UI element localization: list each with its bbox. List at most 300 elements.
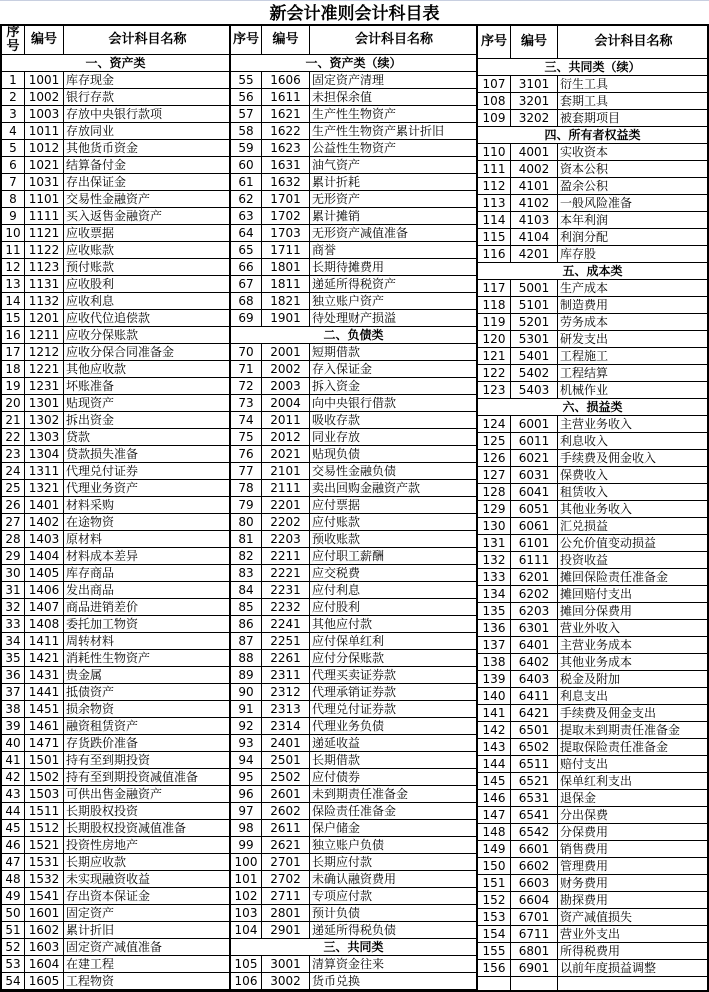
name-cell: 应付职工薪酬 — [312, 549, 385, 563]
name-cell: 一般风险准备 — [560, 196, 633, 210]
seq-cell: 39 — [2, 718, 25, 734]
code-cell: 2314 — [262, 718, 310, 734]
table-row — [231, 140, 476, 157]
seq-cell: 91 — [231, 701, 262, 717]
code-cell: 3201 — [511, 93, 558, 109]
table-row — [2, 514, 229, 531]
table-row — [2, 548, 229, 565]
seq-cell: 105 — [231, 956, 262, 972]
seq-cell: 147 — [478, 807, 511, 823]
seq-cell: 72 — [231, 378, 262, 394]
table-row — [478, 739, 707, 756]
name-cell: 劳务成本 — [560, 315, 609, 329]
table-row — [2, 837, 229, 854]
seq-cell: 141 — [478, 705, 511, 721]
table-row — [478, 841, 707, 858]
seq-cell: 85 — [231, 599, 262, 615]
name-cell: 主营业务成本 — [560, 638, 633, 652]
code-cell: 1406 — [25, 582, 64, 598]
header-row — [231, 26, 476, 55]
name-cell: 分出保费 — [560, 808, 609, 822]
seq-cell: 92 — [231, 718, 262, 734]
seq-cell: 57 — [231, 106, 262, 122]
table-row — [231, 208, 476, 225]
name-cell: 待处理财产损溢 — [312, 311, 397, 325]
table-row — [478, 586, 707, 603]
code-cell: 1404 — [25, 548, 64, 564]
column-group-2 — [231, 26, 478, 990]
code-cell: 1521 — [25, 837, 64, 853]
table-row — [231, 191, 476, 208]
code-cell: 2501 — [262, 752, 310, 768]
seq-cell: 62 — [231, 191, 262, 207]
code-cell: 2311 — [262, 667, 310, 683]
table-row — [2, 582, 229, 599]
empty-cell — [478, 977, 511, 990]
code-cell: 5001 — [511, 280, 558, 296]
table-row — [231, 701, 476, 718]
seq-cell: 81 — [231, 531, 262, 547]
code-cell: 1541 — [25, 888, 64, 904]
table-row — [231, 412, 476, 429]
seq-cell: 155 — [478, 943, 511, 959]
table-row — [231, 89, 476, 106]
name-cell: 存出资本保证金 — [66, 889, 151, 903]
table-row — [2, 786, 229, 803]
name-cell: 贴现负债 — [312, 447, 361, 461]
name-cell: 其他应收款 — [66, 362, 127, 376]
empty-row — [478, 977, 707, 990]
code-cell: 1131 — [25, 276, 64, 292]
table-row — [2, 174, 229, 191]
name-cell: 保险责任准备金 — [312, 804, 397, 818]
table-row — [2, 259, 229, 276]
seq-cell: 6 — [2, 157, 25, 173]
table-row — [2, 633, 229, 650]
seq-cell: 25 — [2, 480, 25, 496]
code-cell: 1121 — [25, 225, 64, 241]
code-cell: 2011 — [262, 412, 310, 428]
code-cell: 4002 — [511, 161, 558, 177]
table-row — [478, 722, 707, 739]
seq-cell: 18 — [2, 361, 25, 377]
table-row — [231, 786, 476, 803]
code-cell: 1622 — [262, 123, 310, 139]
name-cell: 管理费用 — [560, 859, 609, 873]
code-cell: 6801 — [511, 943, 558, 959]
table-row — [2, 89, 229, 106]
seq-cell: 64 — [231, 225, 262, 241]
table-row — [478, 229, 707, 246]
seq-cell: 133 — [478, 569, 511, 585]
table-row — [2, 854, 229, 871]
code-cell: 3001 — [262, 956, 310, 972]
name-cell: 摊回赔付支出 — [560, 587, 633, 601]
seq-cell: 36 — [2, 667, 25, 683]
code-cell: 1201 — [25, 310, 64, 326]
seq-cell: 126 — [478, 450, 511, 466]
code-cell: 6401 — [511, 637, 558, 653]
name-cell: 周转材料 — [66, 634, 115, 648]
code-cell: 1212 — [25, 344, 64, 360]
table-row — [231, 395, 476, 412]
table-row — [231, 174, 476, 191]
seq-cell: 55 — [231, 72, 262, 88]
table-row — [231, 123, 476, 140]
seq-cell: 139 — [478, 671, 511, 687]
name-cell: 坏账准备 — [66, 379, 115, 393]
code-cell: 1441 — [25, 684, 64, 700]
seq-cell: 127 — [478, 467, 511, 483]
code-cell: 5201 — [511, 314, 558, 330]
code-cell: 2901 — [262, 922, 310, 938]
seq-cell: 17 — [2, 344, 25, 360]
table-row — [478, 943, 707, 960]
seq-cell: 97 — [231, 803, 262, 819]
name-cell: 递延所得税资产 — [312, 277, 397, 291]
table-row — [478, 450, 707, 467]
name-cell: 存入保证金 — [312, 362, 373, 376]
seq-cell: 70 — [231, 344, 262, 360]
code-cell: 6202 — [511, 586, 558, 602]
code-cell: 2004 — [262, 395, 310, 411]
table-row — [2, 684, 229, 701]
name-cell: 其他应付款 — [312, 617, 373, 631]
table-row — [231, 72, 476, 89]
code-cell: 2202 — [262, 514, 310, 530]
table-row — [231, 225, 476, 242]
section-header: 五、成本类 — [478, 263, 707, 280]
code-cell: 1001 — [25, 72, 64, 88]
seq-cell: 8 — [2, 191, 25, 207]
code-cell: 2711 — [262, 888, 310, 904]
name-cell: 工程结算 — [560, 366, 609, 380]
column-group-3 — [478, 26, 707, 990]
name-cell: 递延收益 — [312, 736, 361, 750]
seq-cell: 119 — [478, 314, 511, 330]
name-cell: 未到期责任准备金 — [312, 787, 409, 801]
code-cell: 2261 — [262, 650, 310, 666]
table-row — [231, 497, 476, 514]
code-cell: 1703 — [262, 225, 310, 241]
header-name: 会计科目名称 — [354, 32, 433, 47]
code-cell: 2012 — [262, 429, 310, 445]
table-row — [478, 688, 707, 705]
seq-cell: 98 — [231, 820, 262, 836]
table-row — [231, 582, 476, 599]
table-row — [2, 412, 229, 429]
name-cell: 原材料 — [66, 532, 103, 546]
table-row — [478, 926, 707, 943]
code-cell: 6501 — [511, 722, 558, 738]
code-cell: 5301 — [511, 331, 558, 347]
seq-cell: 94 — [231, 752, 262, 768]
table-row — [2, 735, 229, 752]
name-cell: 抵债资产 — [66, 685, 115, 699]
table-row — [231, 106, 476, 123]
name-cell: 委托加工物资 — [66, 617, 139, 631]
table-row — [231, 463, 476, 480]
seq-cell: 113 — [478, 195, 511, 211]
seq-cell: 96 — [231, 786, 262, 802]
table-row — [231, 667, 476, 684]
seq-cell: 95 — [231, 769, 262, 785]
code-cell: 1111 — [25, 208, 64, 224]
seq-cell: 80 — [231, 514, 262, 530]
code-cell: 6601 — [511, 841, 558, 857]
table-row — [478, 76, 707, 93]
seq-cell: 106 — [231, 973, 262, 989]
table-row — [231, 803, 476, 820]
seq-cell: 150 — [478, 858, 511, 874]
table-row — [478, 467, 707, 484]
table-row — [2, 701, 229, 718]
table-row — [231, 769, 476, 786]
seq-cell: 131 — [478, 535, 511, 551]
table-row — [2, 72, 229, 89]
seq-cell: 121 — [478, 348, 511, 364]
seq-cell: 49 — [2, 888, 25, 904]
code-cell: 1431 — [25, 667, 64, 683]
seq-cell: 14 — [2, 293, 25, 309]
code-cell: 1821 — [262, 293, 310, 309]
table-row — [478, 518, 707, 535]
table-row — [231, 752, 476, 769]
table-row — [2, 123, 229, 140]
name-cell: 资产减值损失 — [560, 910, 633, 924]
table-row — [478, 110, 707, 127]
name-cell: 工程物资 — [66, 974, 115, 988]
name-cell: 退保金 — [560, 791, 597, 805]
code-cell: 1211 — [25, 327, 64, 343]
table-row — [2, 140, 229, 157]
seq-cell: 52 — [2, 939, 25, 955]
name-cell: 独立账户资产 — [312, 294, 385, 308]
name-cell: 赔付支出 — [560, 757, 609, 771]
seq-cell: 89 — [231, 667, 262, 683]
seq-cell: 134 — [478, 586, 511, 602]
seq-cell: 7 — [2, 174, 25, 190]
table-row — [231, 361, 476, 378]
code-cell: 6011 — [511, 433, 558, 449]
name-cell: 应付保单红利 — [312, 634, 385, 648]
code-cell: 1702 — [262, 208, 310, 224]
seq-cell: 153 — [478, 909, 511, 925]
seq-cell: 11 — [2, 242, 25, 258]
name-cell: 递延所得税负债 — [312, 923, 397, 937]
header-row — [478, 26, 707, 59]
code-cell: 2232 — [262, 599, 310, 615]
seq-cell: 154 — [478, 926, 511, 942]
seq-cell: 34 — [2, 633, 25, 649]
seq-cell: 40 — [2, 735, 25, 751]
table-row — [231, 378, 476, 395]
seq-cell: 66 — [231, 259, 262, 275]
seq-cell: 56 — [231, 89, 262, 105]
seq-cell: 3 — [2, 106, 25, 122]
seq-cell: 103 — [231, 905, 262, 921]
code-cell: 6411 — [511, 688, 558, 704]
code-cell: 1602 — [25, 922, 64, 938]
section-header: 三、共同类 — [231, 939, 476, 956]
name-cell: 所得税费用 — [560, 944, 621, 958]
header-seq: 序号 — [2, 26, 25, 54]
seq-cell: 41 — [2, 752, 25, 768]
code-cell: 2611 — [262, 820, 310, 836]
seq-cell: 29 — [2, 548, 25, 564]
name-cell: 未实现融资收益 — [66, 872, 151, 886]
code-cell: 2801 — [262, 905, 310, 921]
table-row — [231, 684, 476, 701]
empty-cell — [511, 977, 558, 990]
name-cell: 保户储金 — [312, 821, 361, 835]
seq-cell: 65 — [231, 242, 262, 258]
name-cell: 应付分保账款 — [312, 651, 385, 665]
name-cell: 代理业务资产 — [66, 481, 139, 495]
table-row — [231, 259, 476, 276]
name-cell: 交易性金融资产 — [66, 192, 151, 206]
code-cell: 4104 — [511, 229, 558, 245]
code-cell: 1408 — [25, 616, 64, 632]
name-cell: 可供出售金融资产 — [66, 787, 163, 801]
code-cell: 6041 — [511, 484, 558, 500]
seq-cell: 42 — [2, 769, 25, 785]
header-seq: 序号 — [478, 26, 511, 58]
table-row — [231, 599, 476, 616]
code-cell: 1801 — [262, 259, 310, 275]
seq-cell: 32 — [2, 599, 25, 615]
code-cell: 1503 — [25, 786, 64, 802]
name-cell: 代理业务负债 — [312, 719, 385, 733]
name-cell: 长期应付款 — [312, 855, 373, 869]
table-row — [2, 361, 229, 378]
table-row — [478, 807, 707, 824]
code-cell: 2701 — [262, 854, 310, 870]
code-cell: 4102 — [511, 195, 558, 211]
seq-cell: 129 — [478, 501, 511, 517]
name-cell: 吸收存款 — [312, 413, 361, 427]
table-row — [478, 858, 707, 875]
seq-cell: 74 — [231, 412, 262, 428]
code-cell: 3002 — [262, 973, 310, 989]
name-cell: 财务费用 — [560, 876, 609, 890]
code-cell: 1031 — [25, 174, 64, 190]
code-cell: 6101 — [511, 535, 558, 551]
name-cell: 利息收入 — [560, 434, 609, 448]
name-cell: 损余物资 — [66, 702, 115, 716]
code-cell: 3202 — [511, 110, 558, 126]
name-cell: 库存股 — [560, 247, 597, 261]
table-row — [2, 208, 229, 225]
seq-cell: 12 — [2, 259, 25, 275]
name-cell: 未确认融资费用 — [312, 872, 397, 886]
code-cell: 1311 — [25, 463, 64, 479]
table-row — [231, 956, 476, 973]
seq-cell: 35 — [2, 650, 25, 666]
seq-cell: 137 — [478, 637, 511, 653]
seq-cell: 115 — [478, 229, 511, 245]
table-row — [2, 599, 229, 616]
code-cell: 1411 — [25, 633, 64, 649]
name-cell: 手续费及佣金收入 — [560, 451, 657, 465]
code-cell: 2203 — [262, 531, 310, 547]
seq-cell: 28 — [2, 531, 25, 547]
name-cell: 库存现金 — [66, 73, 115, 87]
name-cell: 固定资产清理 — [312, 73, 385, 87]
table-row — [478, 144, 707, 161]
name-cell: 结算备付金 — [66, 158, 127, 172]
seq-cell: 102 — [231, 888, 262, 904]
code-cell: 2601 — [262, 786, 310, 802]
table-row — [478, 569, 707, 586]
table-row — [231, 344, 476, 361]
table-row — [2, 106, 229, 123]
name-cell: 库存商品 — [66, 566, 115, 580]
table-row — [231, 157, 476, 174]
table-row — [2, 463, 229, 480]
code-cell: 1631 — [262, 157, 310, 173]
table-row — [231, 616, 476, 633]
name-cell: 提取未到期责任准备金 — [560, 723, 681, 737]
name-cell: 保单红利支出 — [560, 774, 633, 788]
name-cell: 长期借款 — [312, 753, 361, 767]
code-cell: 1407 — [25, 599, 64, 615]
table-row — [2, 157, 229, 174]
name-cell: 发出商品 — [66, 583, 115, 597]
seq-cell: 136 — [478, 620, 511, 636]
code-cell: 1403 — [25, 531, 64, 547]
table-row — [478, 212, 707, 229]
name-cell: 持有至到期投资 — [66, 753, 151, 767]
code-cell: 1711 — [262, 242, 310, 258]
seq-cell: 50 — [2, 905, 25, 921]
code-cell: 2502 — [262, 769, 310, 785]
table-row — [2, 565, 229, 582]
seq-cell: 63 — [231, 208, 262, 224]
code-cell: 1531 — [25, 854, 64, 870]
table-row — [231, 242, 476, 259]
seq-cell: 43 — [2, 786, 25, 802]
table-row — [478, 620, 707, 637]
code-cell: 2211 — [262, 548, 310, 564]
name-cell: 买入返售金融资产 — [66, 209, 163, 223]
code-cell: 1512 — [25, 820, 64, 836]
name-cell: 公允价值变动损益 — [560, 536, 657, 550]
seq-cell: 71 — [231, 361, 262, 377]
name-cell: 其他货币资金 — [66, 141, 139, 155]
table-row — [2, 769, 229, 786]
code-cell: 1532 — [25, 871, 64, 887]
header-name: 会计科目名称 — [108, 32, 187, 47]
name-cell: 拆出资金 — [66, 413, 115, 427]
seq-cell: 20 — [2, 395, 25, 411]
name-cell: 销售费用 — [560, 842, 609, 856]
code-cell: 5402 — [511, 365, 558, 381]
table-row — [2, 378, 229, 395]
name-cell: 在途物资 — [66, 515, 115, 529]
name-cell: 生产成本 — [560, 281, 609, 295]
code-cell: 3101 — [511, 76, 558, 92]
name-cell: 投资性房地产 — [66, 838, 139, 852]
seq-cell: 135 — [478, 603, 511, 619]
table-row — [231, 565, 476, 582]
table-row — [478, 280, 707, 297]
code-cell: 2001 — [262, 344, 310, 360]
name-cell: 应收代位追偿款 — [66, 311, 151, 325]
section-header: 一、资产类 — [2, 55, 229, 72]
seq-cell: 110 — [478, 144, 511, 160]
code-cell: 6421 — [511, 705, 558, 721]
